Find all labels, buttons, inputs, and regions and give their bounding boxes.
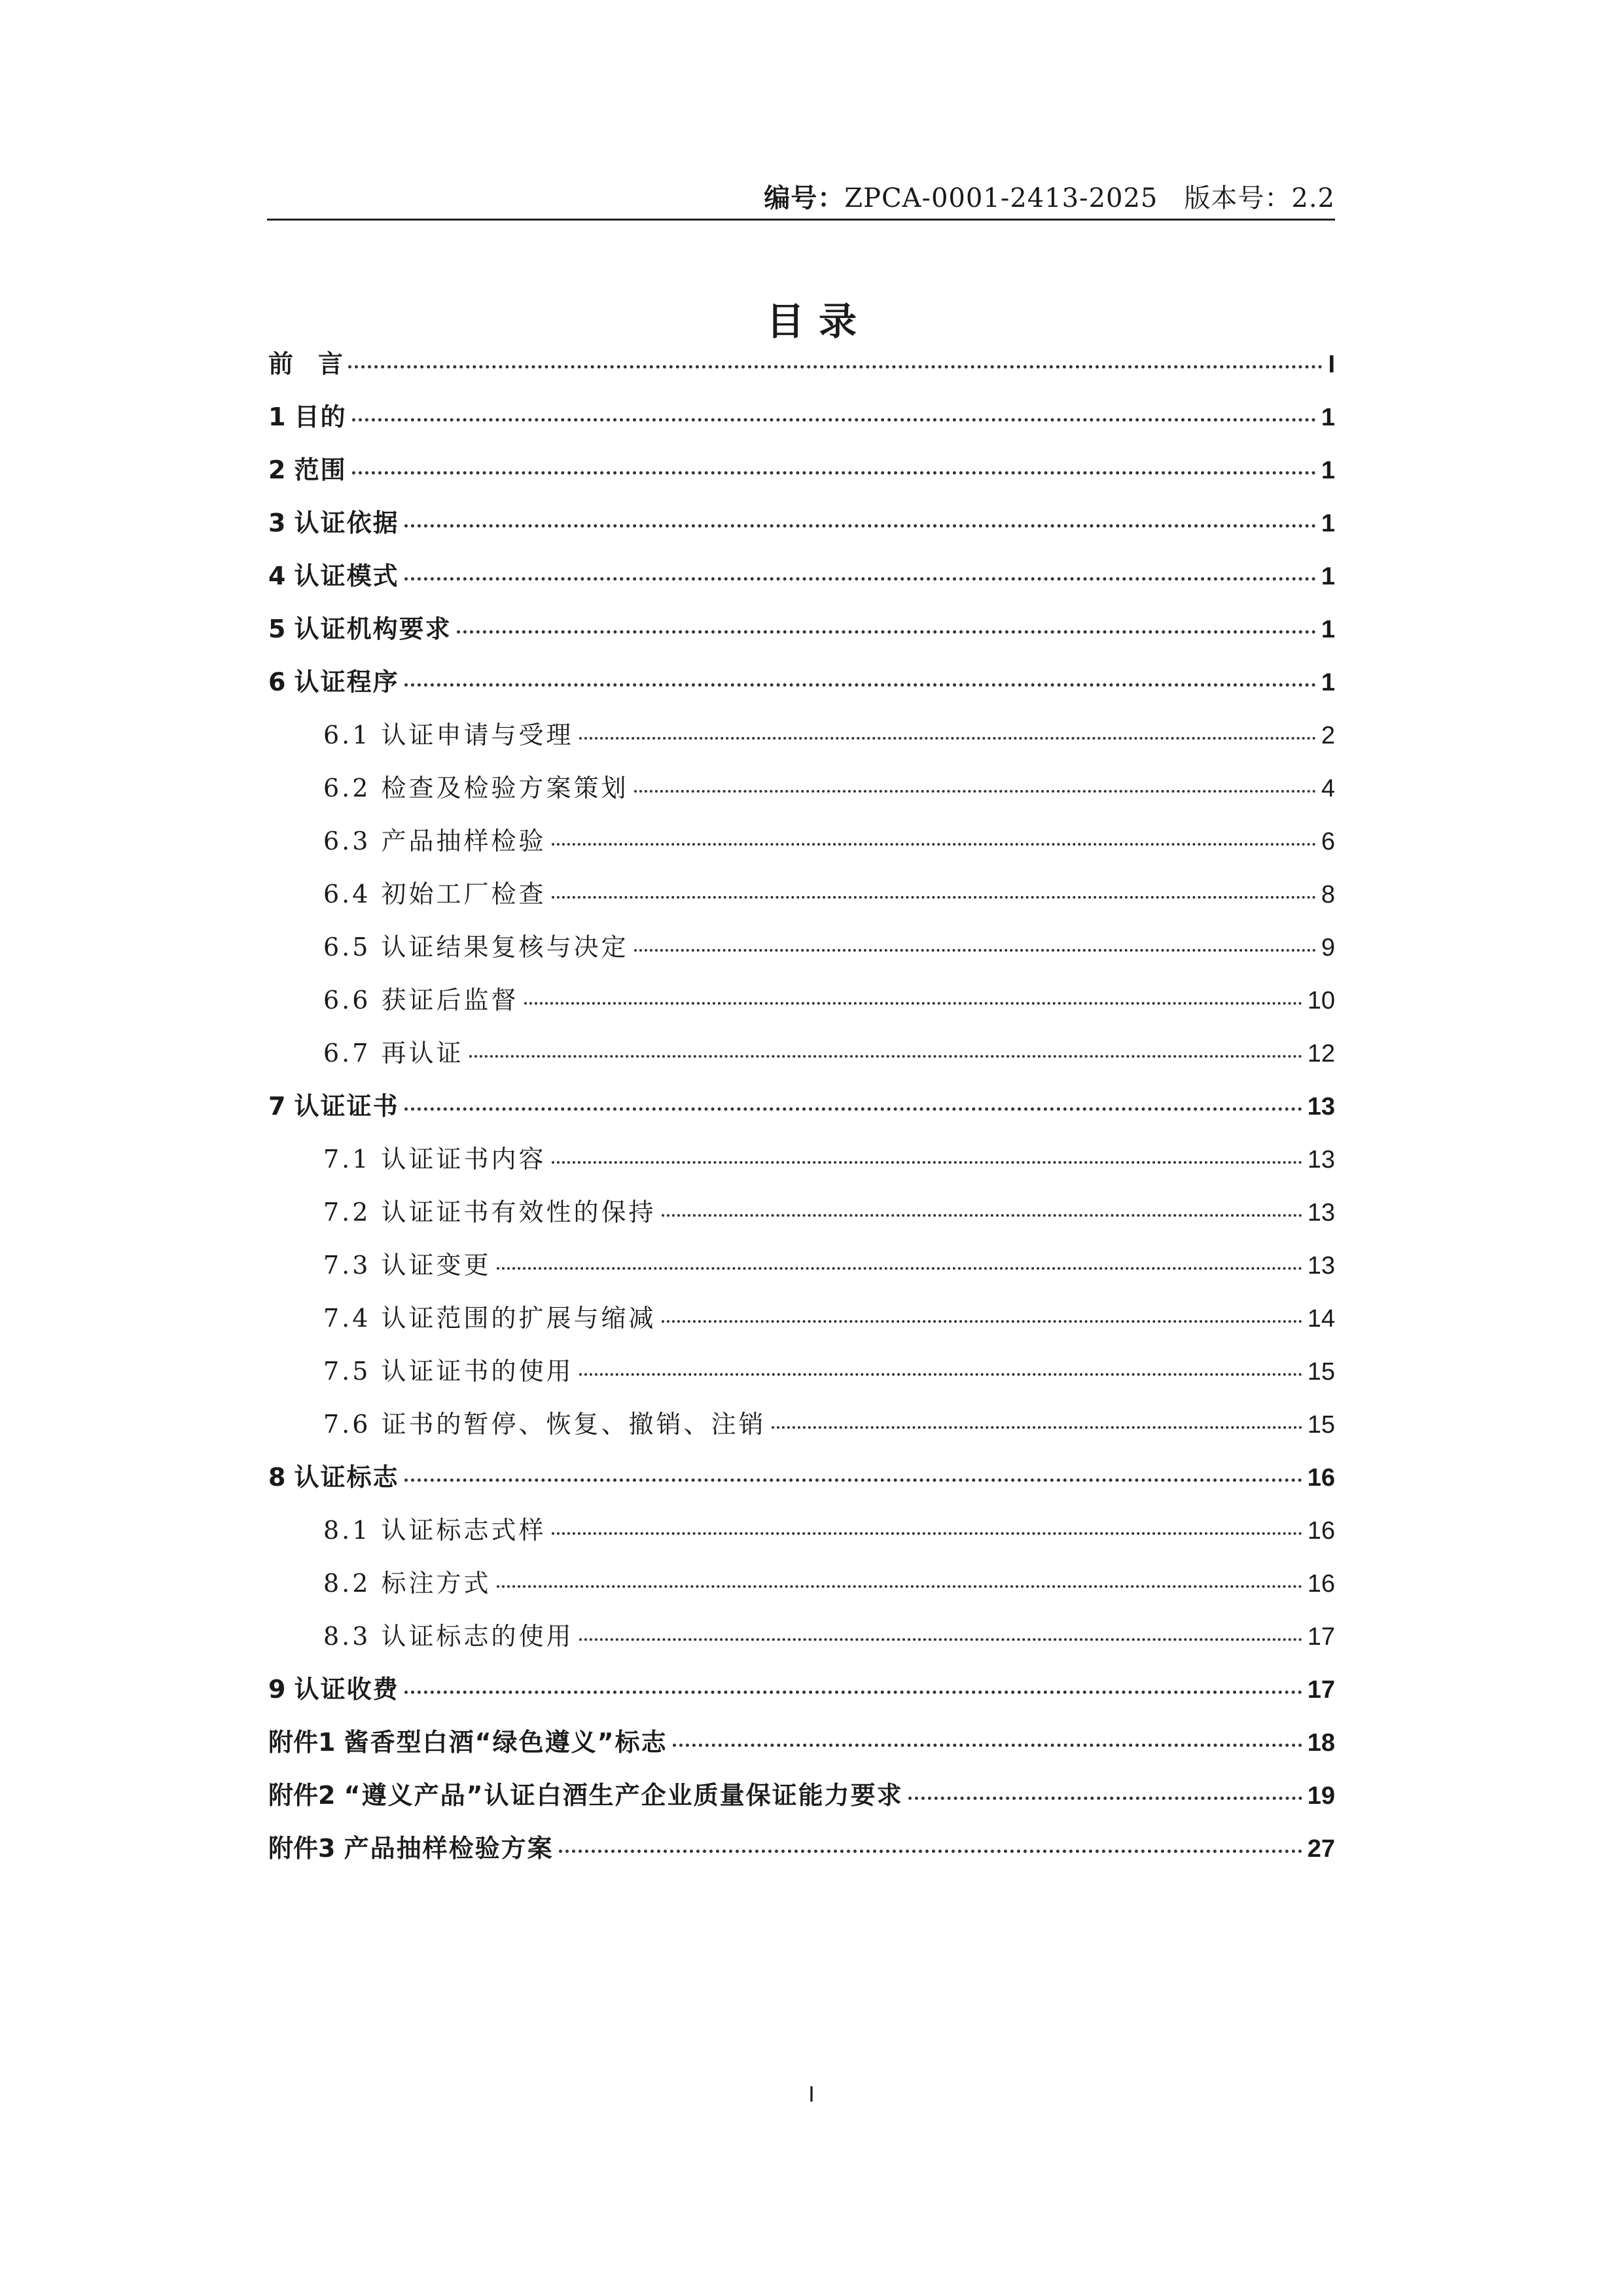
toc-entry-title: 标注方式 — [381, 1569, 491, 1598]
toc-entry-page: 10 — [1307, 987, 1335, 1014]
toc-entry-title: 认证证书内容 — [381, 1145, 546, 1174]
toc-leader-dots — [552, 843, 1316, 846]
toc-entry-title: 产品抽样检验 — [381, 827, 546, 855]
toc-entry-page: 16 — [1307, 1570, 1335, 1598]
toc-leader-dots — [634, 949, 1316, 952]
toc-entry[interactable] — [268, 391, 1335, 444]
toc-entry-number: 7.3 — [323, 1251, 382, 1280]
toc-entry[interactable] — [268, 1504, 1335, 1557]
toc-leader-dots — [469, 1055, 1302, 1058]
toc-entry[interactable] — [268, 1610, 1335, 1663]
toc-leader-dots — [404, 1479, 1302, 1482]
toc-leader-dots — [634, 790, 1316, 793]
toc-entry-page: 6 — [1321, 828, 1335, 855]
toc-entry-title: 认证机构要求 — [294, 615, 452, 643]
toc-entry-number: 附件2 — [268, 1781, 344, 1810]
toc-entry-page: 1 — [1321, 510, 1335, 537]
toc-entry-number: 2 — [268, 456, 294, 484]
toc-leader-dots — [908, 1797, 1302, 1800]
toc-entry-page: 19 — [1307, 1782, 1335, 1810]
toc-leader-dots — [579, 737, 1316, 740]
toc-entry-page: 18 — [1307, 1729, 1335, 1757]
toc-leader-dots — [662, 1214, 1302, 1217]
toc-entry-number: 6.1 — [323, 721, 382, 749]
toc-entry-title: 检查及检验方案策划 — [381, 774, 629, 802]
toc-entry-title: 认证标志 — [294, 1463, 399, 1492]
toc-entry[interactable] — [268, 1080, 1335, 1133]
toc-entry-title: 酱香型白酒“绿色遵义”标志 — [344, 1728, 668, 1757]
toc-entry[interactable] — [268, 762, 1335, 815]
toc-leader-dots — [552, 896, 1316, 899]
toc-entry-number: 8.2 — [323, 1569, 382, 1598]
toc-entry-number: 6 — [268, 668, 294, 696]
code-value: ZPCA-0001-2413-2025 — [844, 183, 1158, 213]
toc-entry-number: 6.3 — [323, 827, 382, 855]
toc-entry[interactable] — [268, 1822, 1335, 1875]
document-header — [267, 175, 1335, 221]
header-divider — [267, 219, 1335, 221]
toc-leader-dots — [348, 365, 1323, 368]
toc-entry[interactable] — [268, 497, 1335, 550]
toc-entry-page: 12 — [1307, 1040, 1335, 1067]
toc-entry-page: 13 — [1307, 1252, 1335, 1280]
toc-entry-page: 15 — [1307, 1358, 1335, 1386]
toc-entry-title: 认证依据 — [294, 509, 399, 537]
toc-leader-dots — [497, 1585, 1302, 1588]
toc-entry-number: 7.2 — [323, 1198, 382, 1227]
toc-entry-page: 15 — [1307, 1411, 1335, 1439]
toc-entry-page: 8 — [1321, 881, 1335, 908]
table-of-contents — [268, 338, 1335, 1875]
toc-entry[interactable] — [268, 1239, 1335, 1292]
toc-leader-dots — [497, 1267, 1302, 1270]
toc-leader-dots — [404, 524, 1316, 528]
toc-entry-title: 产品抽样检验方案 — [344, 1834, 554, 1863]
toc-leader-dots — [552, 1532, 1302, 1535]
toc-entry[interactable] — [268, 338, 1335, 391]
toc-entry[interactable] — [268, 1345, 1335, 1398]
toc-entry-title: 认证程序 — [294, 668, 399, 696]
toc-leader-dots — [352, 418, 1316, 422]
toc-entry-page: 9 — [1321, 934, 1335, 961]
toc-entry-page: 1 — [1321, 669, 1335, 696]
toc-entry-page: 1 — [1321, 616, 1335, 643]
toc-entry-page: 27 — [1307, 1835, 1335, 1863]
toc-entry[interactable] — [268, 974, 1335, 1027]
toc-entry-number: 6.7 — [323, 1039, 382, 1067]
toc-entry[interactable] — [268, 1663, 1335, 1716]
toc-entry-title: 认证变更 — [381, 1251, 491, 1280]
version-label: 版本号： — [1184, 183, 1292, 213]
toc-entry-title: 范围 — [294, 456, 347, 484]
toc-entry[interactable] — [268, 1769, 1335, 1822]
toc-leader-dots — [559, 1850, 1302, 1853]
toc-entry-number: 6.4 — [323, 880, 382, 908]
toc-entry-page: I — [1328, 351, 1335, 378]
toc-entry[interactable] — [268, 1716, 1335, 1769]
toc-entry-title: 初始工厂检查 — [381, 880, 546, 908]
toc-entry-number: 9 — [268, 1675, 294, 1704]
toc-leader-dots — [404, 683, 1316, 687]
toc-entry[interactable] — [268, 444, 1335, 497]
toc-entry-number: 7.5 — [323, 1357, 382, 1386]
toc-entry[interactable] — [268, 709, 1335, 762]
toc-entry[interactable] — [268, 1292, 1335, 1345]
toc-entry[interactable] — [268, 656, 1335, 709]
code-label: 编号： — [764, 183, 845, 213]
page-number: I — [808, 2082, 815, 2107]
toc-entry-number: 前 言 — [268, 350, 344, 378]
toc-entry-page: 4 — [1321, 775, 1335, 802]
toc-entry[interactable] — [268, 1398, 1335, 1451]
toc-entry-number: 7.1 — [323, 1145, 382, 1174]
toc-entry-title: 认证申请与受理 — [381, 721, 574, 749]
toc-entry[interactable] — [268, 1186, 1335, 1239]
toc-entry-page: 14 — [1307, 1305, 1335, 1333]
toc-leader-dots — [404, 577, 1316, 581]
toc-entry-page: 1 — [1321, 457, 1335, 484]
toc-leader-dots — [579, 1638, 1302, 1641]
toc-entry-page: 13 — [1307, 1199, 1335, 1227]
toc-entry[interactable] — [268, 1027, 1335, 1080]
toc-entry-number: 7 — [268, 1092, 294, 1121]
toc-entry-number: 6.5 — [323, 933, 382, 961]
toc-entry[interactable] — [268, 603, 1335, 656]
toc-leader-dots — [673, 1744, 1302, 1747]
toc-entry-number: 6.2 — [323, 774, 382, 802]
toc-entry-number: 8.1 — [323, 1516, 382, 1545]
toc-entry-title: 认证标志式样 — [381, 1516, 546, 1545]
toc-entry-number: 附件1 — [268, 1728, 344, 1757]
toc-entry-page: 1 — [1321, 563, 1335, 590]
toc-entry-number: 4 — [268, 562, 294, 590]
toc-entry-page: 13 — [1307, 1093, 1335, 1121]
toc-entry-title: 目的 — [294, 403, 347, 431]
toc-entry-title: 再认证 — [381, 1039, 464, 1067]
toc-entry[interactable] — [268, 1451, 1335, 1504]
toc-leader-dots — [662, 1320, 1302, 1323]
toc-entry-number: 7.6 — [323, 1410, 382, 1439]
toc-entry-title: “遵义产品”认证白酒生产企业质量保证能力要求 — [344, 1781, 903, 1810]
toc-entry-number: 8.3 — [323, 1622, 382, 1651]
toc-entry-title: 认证证书 — [294, 1092, 399, 1121]
toc-entry-number: 6.6 — [323, 986, 382, 1014]
toc-entry[interactable] — [268, 550, 1335, 603]
toc-leader-dots — [404, 1107, 1302, 1111]
toc-leader-dots — [524, 1002, 1302, 1005]
toc-entry-page: 17 — [1307, 1623, 1335, 1651]
toc-entry-title: 获证后监督 — [381, 986, 519, 1014]
toc-leader-dots — [552, 1161, 1302, 1164]
toc-entry-number: 1 — [268, 403, 294, 431]
toc-entry-title: 认证证书的使用 — [381, 1357, 574, 1386]
toc-entry-number: 3 — [268, 509, 294, 537]
toc-entry-title: 认证结果复核与决定 — [381, 933, 629, 961]
toc-entry-page: 16 — [1307, 1517, 1335, 1545]
toc-entry-title: 认证范围的扩展与缩减 — [381, 1304, 656, 1333]
toc-entry-page: 1 — [1321, 404, 1335, 431]
toc-leader-dots — [457, 630, 1316, 634]
toc-entry[interactable] — [268, 1133, 1335, 1186]
toc-entry-title: 认证证书有效性的保持 — [381, 1198, 656, 1227]
toc-leader-dots — [352, 471, 1316, 475]
toc-entry-page: 2 — [1321, 722, 1335, 749]
toc-leader-dots — [579, 1373, 1302, 1376]
toc-entry-page: 17 — [1307, 1676, 1335, 1704]
toc-entry-page: 16 — [1307, 1464, 1335, 1492]
toc-leader-dots — [772, 1426, 1302, 1429]
toc-entry[interactable] — [268, 815, 1335, 868]
toc-entry-number: 7.4 — [323, 1304, 382, 1333]
toc-entry[interactable] — [268, 1557, 1335, 1610]
toc-entry-number: 5 — [268, 615, 294, 643]
toc-title: 目录 — [766, 299, 871, 344]
toc-entry-title: 认证模式 — [294, 562, 399, 590]
toc-leader-dots — [404, 1691, 1302, 1694]
toc-entry[interactable] — [268, 868, 1335, 921]
toc-entry-title: 认证标志的使用 — [381, 1622, 574, 1651]
toc-entry[interactable] — [268, 921, 1335, 974]
toc-entry-number: 附件3 — [268, 1834, 344, 1863]
toc-entry-number: 8 — [268, 1463, 294, 1492]
toc-entry-page: 13 — [1307, 1146, 1335, 1174]
version-value: 2.2 — [1291, 183, 1335, 213]
toc-entry-title: 证书的暂停、恢复、撤销、注销 — [381, 1410, 766, 1439]
toc-entry-title: 认证收费 — [294, 1675, 399, 1704]
